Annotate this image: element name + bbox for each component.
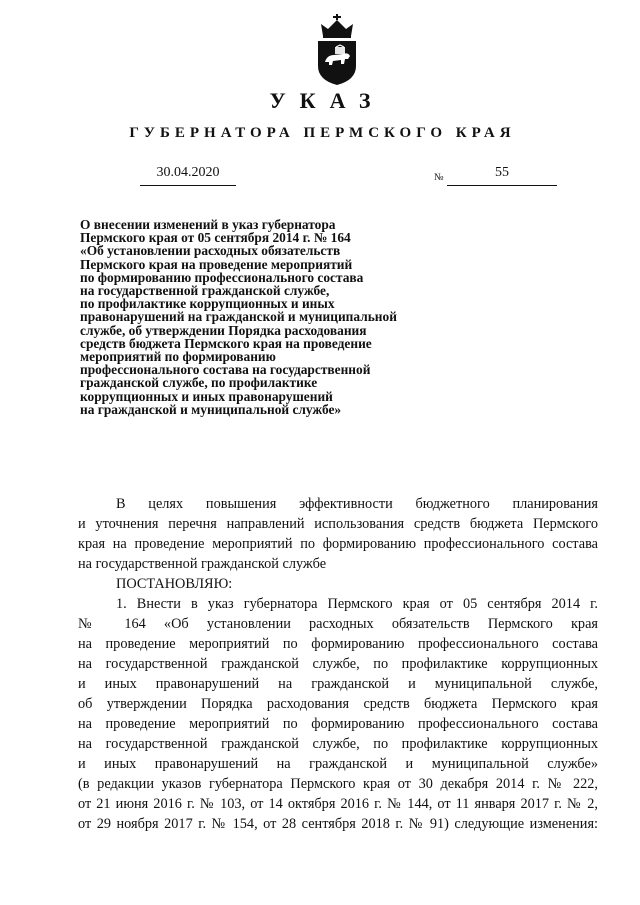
decree-date: 30.04.2020 bbox=[140, 163, 236, 186]
decree-number: 55 bbox=[447, 163, 557, 186]
body-line: на государственной гражданской службе bbox=[78, 556, 327, 572]
subject-line: на гражданской и муниципальной службе» bbox=[80, 401, 342, 417]
resolution-word: ПОСТАНОВЛЯЮ: bbox=[116, 576, 233, 592]
subject-line: правонарушений на гражданской и муниципальной bbox=[80, 309, 397, 325]
body-line: и иных правонарушений на гражданской и муниципальной службе, bbox=[78, 676, 598, 692]
subject-line: профессионального состава на государственной bbox=[80, 362, 371, 378]
subject-line: Пермского края от 05 сентября 2014 г. № 164 bbox=[80, 230, 351, 246]
body-line: и иных правонарушений на гражданской и муниципальной службе» bbox=[78, 756, 598, 772]
subject-line: коррупционных и иных правонарушений bbox=[80, 388, 333, 404]
body-line: на проведение мероприятий по формированию профессионального состава bbox=[78, 636, 598, 652]
body-line: 1. Внести в указ губернатора Пермского края от 05 сентября 2014 г. bbox=[116, 596, 598, 612]
subject-line: средств бюджета Пермского края на проведение bbox=[80, 335, 372, 351]
body-line: (в редакции указов губернатора Пермского края от 30 декабря 2014 г. № 222, bbox=[78, 776, 598, 792]
decree-title: УКАЗ bbox=[269, 88, 385, 113]
body-line: об утверждении Порядка расходования средств бюджета Пермского края bbox=[78, 696, 598, 712]
subject-line: гражданской службе, по профилактике bbox=[80, 375, 318, 391]
body-line: № 164 «Об установлении расходных обязательств Пермского края bbox=[78, 616, 598, 632]
subject-line: по формированию профессионального состава bbox=[80, 269, 364, 285]
decree-subtitle: ГУБЕРНАТОРА ПЕРМСКОГО КРАЯ bbox=[129, 125, 516, 141]
body-line: края на проведение мероприятий по формированию профессионального состава bbox=[78, 536, 598, 552]
subject-line: по профилактике коррупционных и иных bbox=[80, 296, 335, 312]
subject-line: мероприятий по формированию bbox=[80, 349, 276, 365]
subject-line: на государственной гражданской службе, bbox=[80, 283, 330, 299]
subject-line: Пермского края на проведение мероприятий bbox=[80, 256, 353, 272]
subject-line: О внесении изменений в указ губернатора bbox=[80, 217, 336, 232]
body-line: от 21 июня 2016 г. № 103, от 14 октября 2016 г. № 144, от 11 января 2017 г. № 2, bbox=[78, 796, 598, 812]
body-line: и уточнения перечня направлений использования средств бюджета Пермского bbox=[78, 516, 598, 532]
body-line: от 29 ноября 2017 г. № 154, от 28 сентября 2018 г. № 91) следующие изменения: bbox=[78, 816, 598, 832]
decree-body bbox=[78, 494, 598, 834]
body-line: на государственной гражданской службе, по профилактике коррупционных bbox=[78, 656, 598, 672]
body-line: на проведение мероприятий по формированию профессионального состава bbox=[78, 716, 598, 732]
number-label: № bbox=[434, 172, 444, 183]
subject-line: службе, об утверждении Порядка расходования bbox=[80, 322, 367, 338]
body-line: В целях повышения эффективности бюджетного планирования bbox=[116, 496, 598, 512]
body-line: на государственной гражданской службе, по профилактике коррупционных bbox=[78, 736, 598, 752]
subject-line: «Об установлении расходных обязательств bbox=[80, 243, 341, 259]
decree-subject bbox=[80, 218, 500, 416]
coat-of-arms-icon bbox=[315, 14, 359, 86]
